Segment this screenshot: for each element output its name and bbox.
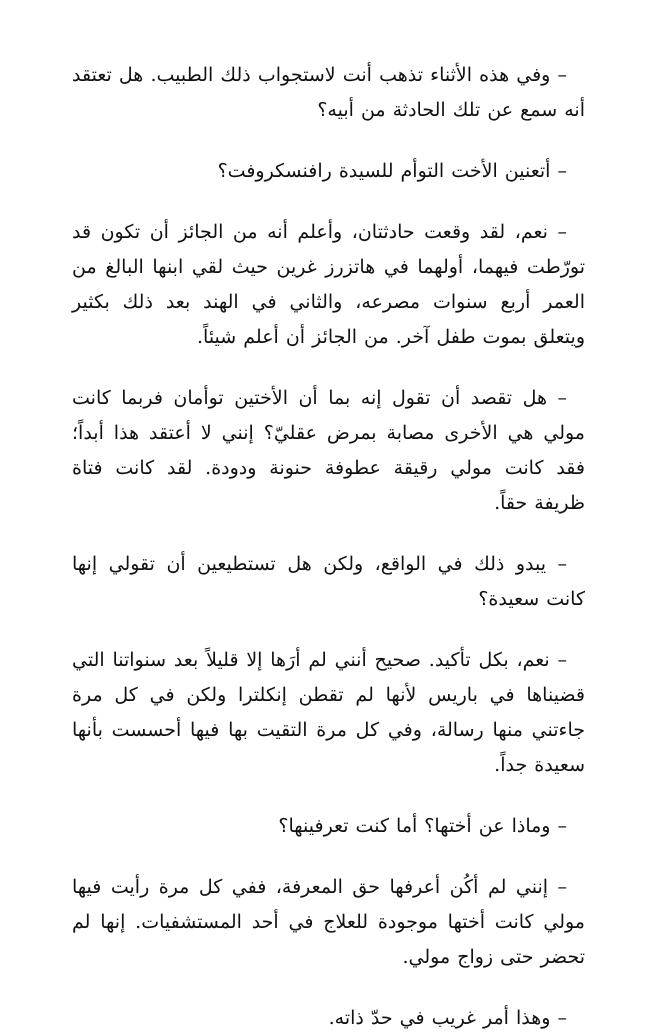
paragraph-6: – نعم، بكل تأكيد. صحيح أنني لم أرَها إلا قليلاً بعد سنواتنا التي قضيناها في باريس لأنها لم تقطن إنكلترا ولكن في كل مرة جاءتني منها رسالة، وفي كل مرة التقيت بها فيها أحسست بأنها سعيدة جداً. [72,649,585,776]
paragraph-4: – هل تقصد أن تقول إنه بما أن الأختين توأمان فربما كانت مولي هي الأخرى مصابة بمرض عقليّ؟ إنني لا أعتقد هذا أبداً؛ فقد كانت مولي رقيقة عطوفة حنونة ودودة. لقد كانت فتاة ظريفة حقاً. [72,387,585,514]
paragraph-8: – إنني لم أكُن أعرفها حق المعرفة، ففي كل مرة رأيت فيها مولي كانت أختها موجودة للعلاج في أحد المستشفيات. إنها لم تحضر حتى زواج مولي. [72,876,585,968]
paragraph-5: – يبدو ذلك في الواقع، ولكن هل تستطيعين أن تقولي إنها كانت سعيدة؟ [72,553,585,610]
paragraph-7: – وماذا عن أختها؟ أما كنت تعرفينها؟ [278,815,567,837]
paragraph-2: – أتعنين الأخت التوأم للسيدة رافنسكروفت؟ [217,160,567,182]
paragraph-9: – وهذا أمر غريب في حدّ ذاته. [328,1007,567,1029]
paragraph-1: – وفي هذه الأثناء تذهب أنت لاستجواب ذلك الطبيب. هل تعتقد أنه سمع عن تلك الحادثة من أبيه؟ [72,64,585,121]
paragraph-3: – نعم، لقد وقعت حادثتان، وأعلم أنه من الجائز أن تكون قد تورّطت فيهما، أولهما في هاتزرز غرين حيث لقي ابنها البالغ من العمر أربع سنوات مصرعه، والثاني في الهند بعد ذلك بكثير ويتعلق بموت طفل آخر. من الجائز أن أعلم شيئاً. [72,221,585,348]
